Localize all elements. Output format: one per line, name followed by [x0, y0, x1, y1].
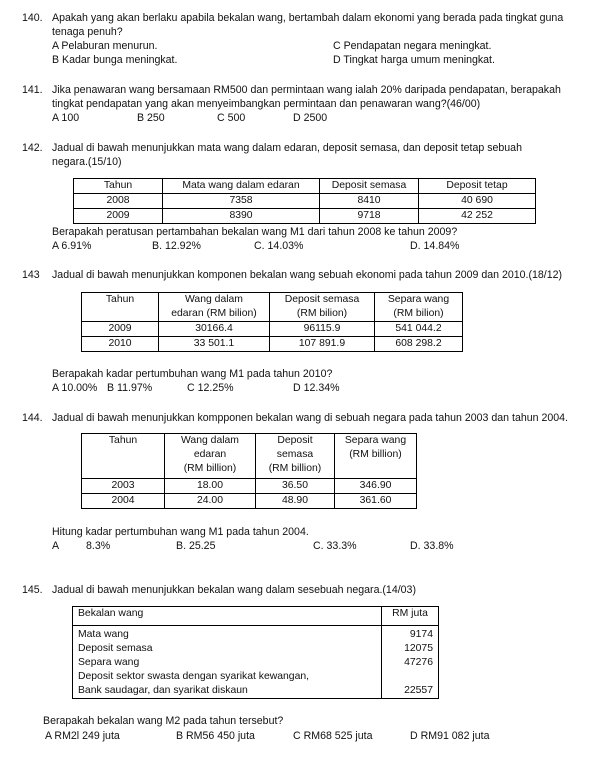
table-cell: 8410 — [320, 194, 419, 209]
table-header-cell: Tahun — [74, 179, 163, 194]
table-row — [82, 479, 417, 494]
q143-table — [81, 292, 463, 352]
table-header-row — [73, 607, 439, 626]
q140-option-c: C Pendapatan negara meningkat. — [333, 40, 492, 52]
list-item: Bank saudagar, dan syarikat diskaun — [78, 685, 248, 696]
q141-number: 141. — [22, 84, 43, 96]
q145-stem: Jadual di bawah menunjukkan bekalan wang dalam sesebuah negara.(14/03) — [52, 584, 416, 596]
q145-option-a: A RM2l 249 juta — [45, 730, 120, 742]
q143-option-b: B 11.97% — [107, 382, 153, 394]
q140-option-a: A Pelaburan menurun. — [52, 40, 158, 52]
table-header-row — [82, 434, 417, 479]
list-value — [387, 670, 433, 684]
table-cell: 2008 — [74, 194, 163, 209]
header-line: (RM billion) — [349, 449, 402, 460]
table-cell — [382, 626, 439, 699]
header-line: edaran — [193, 449, 227, 460]
q141-option-b: B 250 — [137, 112, 165, 124]
table-cell: 9718 — [320, 209, 419, 224]
table-header-cell: RM juta — [382, 607, 439, 626]
header-line: (RM billion) — [268, 463, 322, 474]
table-cell: 608 298.2 — [375, 337, 463, 352]
q140-stem-line2: tenaga penuh? — [52, 26, 123, 38]
q145-option-b: B RM56 450 juta — [176, 730, 255, 742]
q140-option-d: D Tingkat harga umum meningkat. — [333, 54, 495, 66]
header-line: semasa — [276, 449, 314, 460]
header-line: Separa wang — [387, 294, 450, 305]
table-row — [74, 194, 536, 209]
table-header-row — [74, 179, 536, 194]
list-value: 47276 — [404, 657, 433, 668]
table-cell: 40 690 — [419, 194, 536, 209]
q142-stem-line1: Jadual di bawah menunjukkan mata wang dalam edaran, deposit semasa, dan deposit tetap sebuah — [52, 142, 522, 154]
q142-option-d: D. 14.84% — [410, 240, 460, 252]
table-cell: 7358 — [163, 194, 320, 209]
q144-stem: Jadual di bawah menunjukkan kompponen bekalan wang di sebuah negara pada tahun 2003 dan tahun 2004. — [52, 412, 568, 424]
q141-stem-line1: Jika penawaran wang bersamaan RM500 dan permintaan wang ialah 20% daripada pendapatan, berapakah — [52, 84, 561, 96]
table-header-cell — [82, 293, 159, 322]
list-item: Deposit semasa — [78, 643, 153, 654]
table-header-cell: Mata wang dalam edaran — [163, 179, 320, 194]
q142-number: 142. — [22, 142, 43, 154]
q143-option-c: C 12.25% — [187, 382, 234, 394]
table-cell: 2009 — [74, 209, 163, 224]
table-cell: 42 252 — [419, 209, 536, 224]
q144-option-a-value: 8.3% — [86, 540, 111, 552]
list-item: Deposit sektor swasta dengan syarikat kewangan, — [78, 671, 310, 682]
q145-option-d: D RM91 082 juta — [410, 730, 490, 742]
table-row — [82, 322, 463, 337]
q141-option-d: D 2500 — [293, 112, 328, 124]
q142-stem-line2: negara.(15/10) — [52, 156, 122, 168]
q143-option-d: D 12.34% — [293, 382, 340, 394]
q142-option-b: B. 12.92% — [152, 240, 201, 252]
table-cell: 346.90 — [335, 479, 417, 494]
q142-question: Berapakah peratusan pertambahan bekalan wang M1 dari tahun 2008 ke tahun 2009? — [52, 226, 458, 238]
header-line: Deposit — [277, 435, 313, 446]
table-header-cell — [375, 293, 463, 322]
q144-option-a: A — [52, 540, 60, 552]
q143-question: Berapakah kadar pertumbuhan wang M1 pada tahun 2010? — [52, 368, 333, 380]
header-line: Tahun — [105, 294, 135, 305]
header-line: (RM bilion) — [393, 308, 444, 319]
table-cell: 361.60 — [335, 494, 417, 509]
q140-stem-line1: Apakah yang akan berlaku apabila bekalan wang, bertambah dalam ekonomi yang berada pada tingkat guna — [52, 12, 564, 24]
list-value: 9174 — [409, 629, 433, 640]
list-item: Mata wang — [78, 629, 129, 640]
q140-option-b: B Kadar bunga meningkat. — [52, 54, 178, 66]
q142-option-c: C. 14.03% — [254, 240, 304, 252]
list-value: 12075 — [404, 643, 433, 654]
q145-number: 145. — [22, 584, 43, 596]
q143-option-a: A 10.00% — [52, 382, 98, 394]
header-line: (RM billion) — [183, 463, 237, 474]
table-row — [74, 209, 536, 224]
table-cell: 541 044.2 — [375, 322, 463, 337]
header-line: (RM bilion) — [296, 308, 348, 319]
table-header-cell — [82, 434, 165, 479]
q144-option-d: D. 33.8% — [410, 540, 454, 552]
q143-stem: Jadual di bawah menunjukkan komponen bekalan wang sebuah ekonomi pada tahun 2009 dan 2010.(18/12) — [52, 269, 563, 281]
header-line: edaran (RM bilion) — [171, 308, 257, 319]
list-item: Separa wang — [78, 657, 140, 668]
table-header-cell — [165, 434, 256, 479]
table-row — [82, 494, 417, 509]
table-cell: 2003 — [82, 479, 165, 494]
table-cell: 24.00 — [165, 494, 256, 509]
table-header-cell — [270, 293, 375, 322]
header-line: Separa wang — [344, 435, 407, 446]
q141-stem-line2: tingkat pendapatan yang akan menyeimbangkan permintaan dan penawaran wang?(46/00) — [52, 98, 481, 110]
q144-option-c: C. 33.3% — [313, 540, 357, 552]
q141-option-c: C 500 — [217, 112, 246, 124]
table-cell: 8390 — [163, 209, 320, 224]
list-value: 22557 — [404, 685, 433, 696]
q142-table — [73, 178, 536, 224]
table-header-cell: Bekalan wang — [73, 607, 382, 626]
table-cell: 2009 — [82, 322, 159, 337]
q145-option-c: C RM68 525 juta — [293, 730, 373, 742]
table-row — [82, 337, 463, 352]
table-cell — [73, 626, 382, 699]
q140-number: 140. — [22, 12, 43, 24]
table-row — [73, 626, 439, 699]
table-cell: 18.00 — [165, 479, 256, 494]
q142-option-a: A 6.91% — [52, 240, 92, 252]
table-header-cell — [335, 434, 417, 479]
table-cell: 2004 — [82, 494, 165, 509]
table-header-cell — [159, 293, 270, 322]
q145-question: Berapakah bekalan wang M2 pada tahun tersebut? — [43, 715, 284, 727]
header-line: Wang dalam — [185, 294, 243, 305]
table-header-row — [82, 293, 463, 322]
table-header-cell: Deposit tetap — [419, 179, 536, 194]
table-cell: 30166.4 — [159, 322, 270, 337]
header-line: Wang dalam — [181, 435, 239, 446]
q143-number: 143 — [22, 269, 40, 281]
q144-number: 144. — [22, 412, 43, 424]
q141-option-a: A 100 — [52, 112, 80, 124]
q144-table — [81, 433, 417, 509]
table-cell: 36.50 — [256, 479, 335, 494]
header-line: Tahun — [108, 435, 138, 446]
table-cell: 33 501.1 — [159, 337, 270, 352]
q144-option-b: B. 25.25 — [176, 540, 216, 552]
table-cell: 48.90 — [256, 494, 335, 509]
table-cell: 107 891.9 — [270, 337, 375, 352]
table-header-cell: Deposit semasa — [320, 179, 419, 194]
q144-question: Hitung kadar pertumbuhan wang M1 pada tahun 2004. — [52, 526, 309, 538]
q145-table — [72, 606, 439, 699]
table-cell: 2010 — [82, 337, 159, 352]
table-header-cell — [256, 434, 335, 479]
table-cell: 96115.9 — [270, 322, 375, 337]
header-line: Deposit semasa — [284, 294, 360, 305]
